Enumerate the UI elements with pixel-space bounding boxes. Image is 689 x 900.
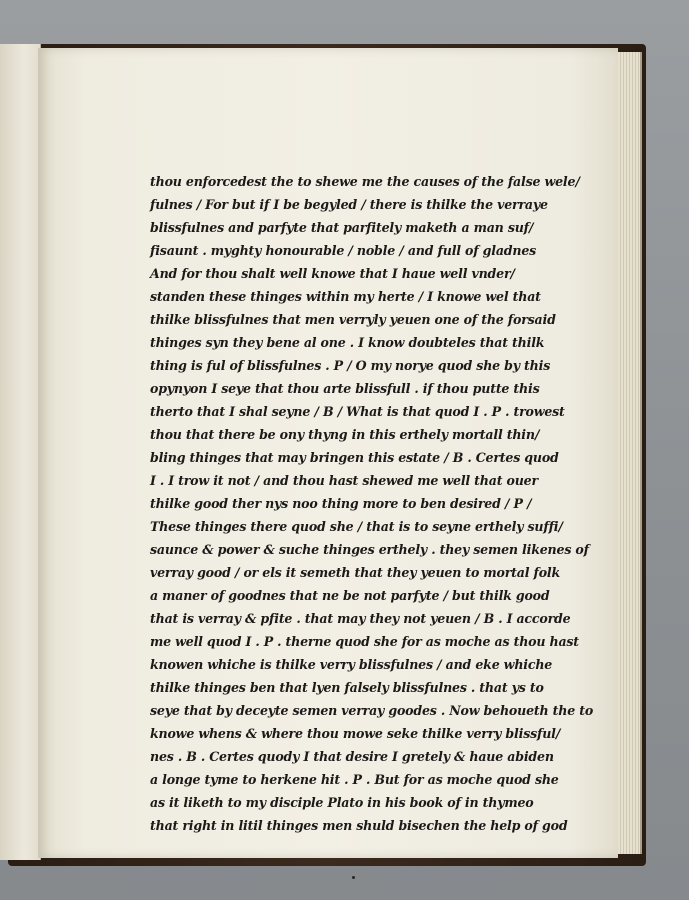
text-line: I . I trow it not / and thou hast shewed me well that ouer [150, 473, 538, 488]
text-line: thilke good ther nys noo thing more to ben desired / P / [150, 496, 532, 511]
ink-mark [352, 876, 355, 879]
text-line: a longe tyme to herkene hit . P . But for as moche quod she [150, 772, 559, 787]
text-line: And for thou shalt well knowe that I haue well vnder/ [150, 266, 515, 281]
text-line: fisaunt . myghty honourable / noble / and full of gladnes [150, 243, 537, 258]
text-line: fulnes / For but if I be begyled / there is thilke the verraye [150, 197, 548, 212]
text-line: thing is ful of blissfulnes . P / O my norye quod she by this [150, 358, 551, 373]
text-line: bling thinges that may bringen this estate / B . Certes quod [150, 450, 559, 465]
text-line: therto that I shal seyne / B / What is that quod I . P . trowest [150, 404, 565, 419]
text-line: standen these thinges within my herte / I knowe wel that [150, 289, 541, 304]
text-line: nes . B . Certes quody I that desire I gretely & haue abiden [150, 749, 554, 764]
book-page [38, 48, 618, 858]
text-line: saunce & power & suche thinges erthely . they semen likenes of [150, 542, 589, 557]
text-line: me well quod I . P . therne quod she for as moche as thou hast [150, 634, 579, 649]
text-line: These thinges there quod she / that is to seyne erthely suffi/ [150, 519, 563, 534]
text-line: thou that there be ony thyng in this erthely mortall thin/ [150, 427, 540, 442]
text-line: knowen whiche is thilke verry blissfulnes / and eke whiche [150, 657, 553, 672]
text-line: seye that by deceyte semen verray goodes . Now behoueth the to [150, 703, 594, 718]
text-line: thou enforcedest the to shewe me the causes of the false wele/ [150, 174, 580, 189]
text-block [150, 170, 594, 837]
text-line: knowe whens & where thou mowe seke thilke verry blissful/ [150, 726, 561, 741]
text-line: thinges syn they bene al one . I know doubteles that thilk [150, 335, 545, 350]
text-line: verray good / or els it semeth that they yeuen to mortal folk [150, 565, 561, 580]
text-line: blissfulnes and parfyte that parfitely maketh a man suf/ [150, 220, 534, 235]
text-line: that right in litil thinges men shuld bisechen the help of god [150, 818, 568, 833]
text-line: thilke thinges ben that lyen falsely blissfulnes . that ys to [150, 680, 544, 695]
text-line: a maner of goodnes that ne be not parfyte / but thilk good [150, 588, 550, 603]
text-line: that is verray & pfite . that may they not yeuen / B . I accorde [150, 611, 571, 626]
left-page-edge [0, 44, 41, 860]
text-line: thilke blissfulnes that men verryly yeuen one of the forsaid [150, 312, 556, 327]
text-line: as it liketh to my disciple Plato in his book of in thymeo [150, 795, 534, 810]
text-line: opynyon I seye that thou arte blissfull . if thou putte this [150, 381, 540, 396]
